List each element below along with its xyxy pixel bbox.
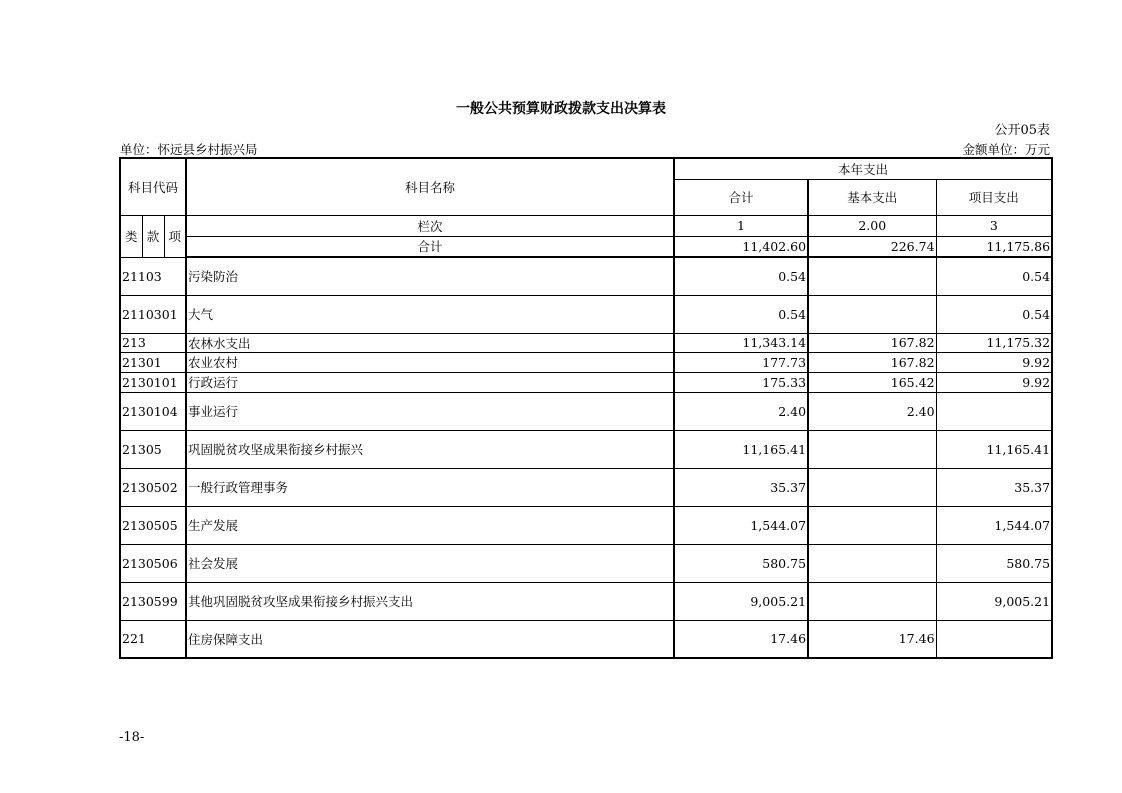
table-row <box>120 506 1052 544</box>
row-total: 11,165.41 <box>674 430 808 468</box>
row-basic <box>808 295 936 333</box>
row-subject-name: 农林水支出 <box>186 333 674 352</box>
row-total: 1,544.07 <box>674 506 808 544</box>
row-code: 2130506 <box>120 544 186 582</box>
row-code: 21103 <box>120 257 186 295</box>
row-code: 2130104 <box>120 392 186 430</box>
row-total: 0.54 <box>674 257 808 295</box>
row-project <box>936 392 1052 430</box>
row-project: 0.54 <box>936 257 1052 295</box>
row-subject-name: 其他巩固脱贫攻坚成果衔接乡村振兴支出 <box>186 582 674 620</box>
lanci-3: 3 <box>936 215 1052 236</box>
row-basic <box>808 257 936 295</box>
sum-total: 11,402.60 <box>674 236 808 257</box>
row-subject-name: 住房保障支出 <box>186 620 674 658</box>
row-project: 11,175.32 <box>936 333 1052 352</box>
row-basic: 165.42 <box>808 372 936 392</box>
row-total: 11,343.14 <box>674 333 808 352</box>
table-row <box>120 392 1052 430</box>
row-code: 21305 <box>120 430 186 468</box>
page-number: -18- <box>119 730 145 745</box>
row-subject-name: 巩固脱贫攻坚成果衔接乡村振兴 <box>186 430 674 468</box>
table-row <box>120 582 1052 620</box>
row-project: 9.92 <box>936 352 1052 372</box>
row-code: 2130505 <box>120 506 186 544</box>
row-project: 35.37 <box>936 468 1052 506</box>
lanci-2: 2.00 <box>808 215 936 236</box>
header-total: 合计 <box>674 179 808 215</box>
row-total: 9,005.21 <box>674 582 808 620</box>
row-subject-name: 大气 <box>186 295 674 333</box>
row-subject-name: 生产发展 <box>186 506 674 544</box>
row-code: 2130502 <box>120 468 186 506</box>
table-row <box>120 468 1052 506</box>
row-subject-name: 污染防治 <box>186 257 674 295</box>
table-row <box>120 372 1052 392</box>
row-project: 1,544.07 <box>936 506 1052 544</box>
sum-basic: 226.74 <box>808 236 936 257</box>
header-current-year: 本年支出 <box>674 158 1052 179</box>
row-total: 177.73 <box>674 352 808 372</box>
table-row <box>120 257 1052 295</box>
row-basic: 17.46 <box>808 620 936 658</box>
row-project: 580.75 <box>936 544 1052 582</box>
lanci-1: 1 <box>674 215 808 236</box>
table-row <box>120 544 1052 582</box>
row-basic: 167.82 <box>808 333 936 352</box>
row-subject-name: 一般行政管理事务 <box>186 468 674 506</box>
row-code: 21301 <box>120 352 186 372</box>
page-title: 一般公共预算财政拨款支出决算表 <box>456 101 666 117</box>
row-total: 0.54 <box>674 295 808 333</box>
header-subject-name: 科目名称 <box>186 158 674 215</box>
row-basic <box>808 506 936 544</box>
row-code: 2130101 <box>120 372 186 392</box>
form-number: 公开05表 <box>994 123 1050 138</box>
row-basic <box>808 430 936 468</box>
row-project: 11,165.41 <box>936 430 1052 468</box>
row-subject-name: 行政运行 <box>186 372 674 392</box>
row-basic <box>808 582 936 620</box>
row-code: 221 <box>120 620 186 658</box>
header-basic: 基本支出 <box>808 179 936 215</box>
unit-label: 单位：怀远县乡村振兴局 <box>120 142 258 157</box>
row-subject-name: 事业运行 <box>186 392 674 430</box>
expenditure-table <box>119 157 1053 659</box>
row-project: 9,005.21 <box>936 582 1052 620</box>
lanci-label: 栏次 <box>186 215 674 236</box>
sum-label: 合计 <box>186 236 674 257</box>
sum-project: 11,175.86 <box>936 236 1052 257</box>
row-subject-name: 农业农村 <box>186 352 674 372</box>
table-row <box>120 295 1052 333</box>
header-xiang: 项 <box>164 215 186 257</box>
row-total: 175.33 <box>674 372 808 392</box>
row-basic <box>808 468 936 506</box>
header-lei: 类 <box>120 215 142 257</box>
row-project: 0.54 <box>936 295 1052 333</box>
row-total: 17.46 <box>674 620 808 658</box>
header-project: 项目支出 <box>936 179 1052 215</box>
row-total: 2.40 <box>674 392 808 430</box>
row-code: 213 <box>120 333 186 352</box>
table-row <box>120 352 1052 372</box>
row-basic: 2.40 <box>808 392 936 430</box>
row-total: 580.75 <box>674 544 808 582</box>
table-row <box>120 430 1052 468</box>
row-basic: 167.82 <box>808 352 936 372</box>
amount-unit-label: 金额单位：万元 <box>962 142 1050 157</box>
header-kuan: 款 <box>142 215 164 257</box>
row-subject-name: 社会发展 <box>186 544 674 582</box>
table-row <box>120 333 1052 352</box>
row-project: 9.92 <box>936 372 1052 392</box>
row-basic <box>808 544 936 582</box>
row-total: 35.37 <box>674 468 808 506</box>
row-project <box>936 620 1052 658</box>
row-code: 2130599 <box>120 582 186 620</box>
header-code-group: 科目代码 <box>120 158 186 215</box>
row-code: 2110301 <box>120 295 186 333</box>
table-row <box>120 620 1052 658</box>
